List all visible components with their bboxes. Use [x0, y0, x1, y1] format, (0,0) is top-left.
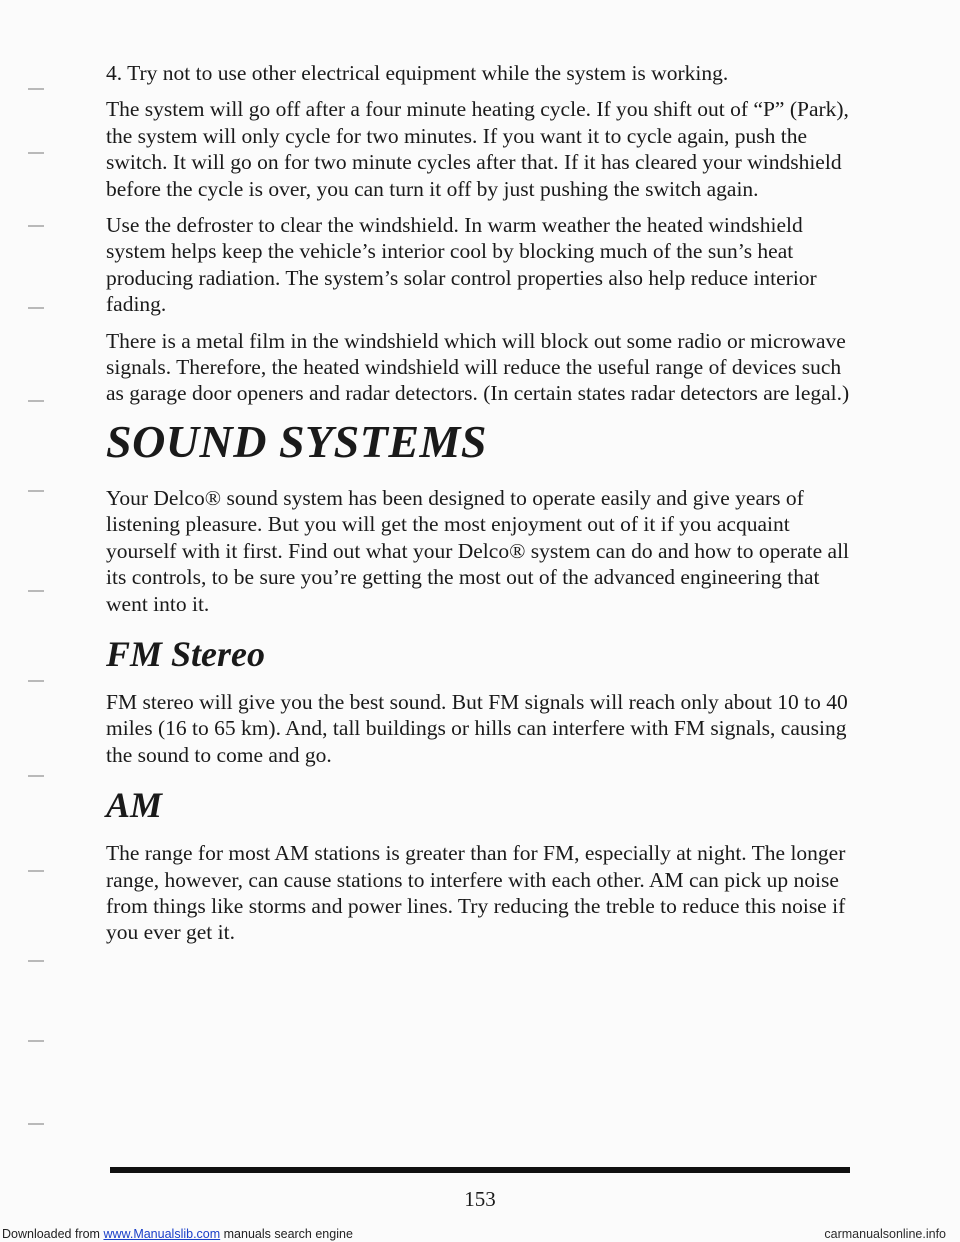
margin-tick	[28, 590, 44, 592]
subsection-heading-am: AM	[106, 785, 163, 826]
download-suffix: manuals search engine	[220, 1227, 353, 1241]
margin-tick	[28, 870, 44, 872]
margin-tick	[28, 775, 44, 777]
body-paragraph: Use the defroster to clear the windshield. In warm weather the heated windshield system helps keep the vehicle’s interior cool by blocking much of the sun’s heat producing radiation. The system’s solar control properties also help reduce interior fading.	[106, 213, 817, 317]
margin-tick	[28, 960, 44, 962]
download-prefix: Downloaded from	[2, 1227, 104, 1241]
margin-tick	[28, 680, 44, 682]
margin-tick	[28, 1040, 44, 1042]
margin-tick-marks	[0, 0, 60, 1242]
am-text: The range for most AM stations is greater than for FM, especially at night. The longer range, however, can cause stations to interfere with each other. AM can pick up noise from things like storms and power lines. Try reducing the treble to reduce this noise if you ever get it.	[106, 841, 846, 945]
sound-systems-intro: Your Delco® sound system has been designed to operate easily and give years of listening pleasure. But you will get the most enjoyment out of it if you acquaint yourself with it first. Find out what your Delco® system can do and how to operate all its controls, to be sure you’re getting the most out of the advanced engineering that went into it.	[106, 485, 850, 616]
body-paragraph: There is a metal film in the windshield which will block out some radio or microwave signals. Therefore, the heated windshield will reduce the useful range of devices such as garage door openers and radar detectors. (In certain states radar detectors are legal.)	[106, 328, 850, 406]
footer-rule	[110, 1167, 850, 1173]
margin-tick	[28, 88, 44, 90]
page-number: 153	[464, 1187, 496, 1211]
body-paragraph: The system will go off after a four minute heating cycle. If you shift out of “P” (Park), the system will only cycle for two minutes. If you want it to cycle again, push the switch. It will go on for two minute cycles after that. If it has cleared your windshield before the cycle is over, you can turn it off by just pushing the switch again.	[106, 97, 849, 201]
section-heading-sound-systems: SOUND SYSTEMS	[106, 415, 487, 467]
fm-stereo-text: FM stereo will give you the best sound. But FM signals will reach only about 10 to 40 miles (16 to 65 km). And, tall buildings or hills can interfere with FM signals, causing the sound to come and go.	[106, 689, 848, 767]
margin-tick	[28, 152, 44, 154]
margin-tick	[28, 307, 44, 309]
margin-tick	[28, 225, 44, 227]
margin-tick	[28, 490, 44, 492]
margin-tick	[28, 1123, 44, 1125]
margin-tick	[28, 400, 44, 402]
download-credit	[2, 1227, 353, 1242]
subsection-heading-fm-stereo: FM Stereo	[106, 633, 266, 674]
list-item-4: 4. Try not to use other electrical equipment while the system is working.	[106, 61, 729, 85]
download-footer	[0, 1227, 960, 1242]
page-content	[106, 60, 851, 956]
site-watermark: carmanualsonline.info	[824, 1227, 946, 1241]
manualslib-link[interactable]: www.Manualslib.com	[103, 1227, 221, 1241]
